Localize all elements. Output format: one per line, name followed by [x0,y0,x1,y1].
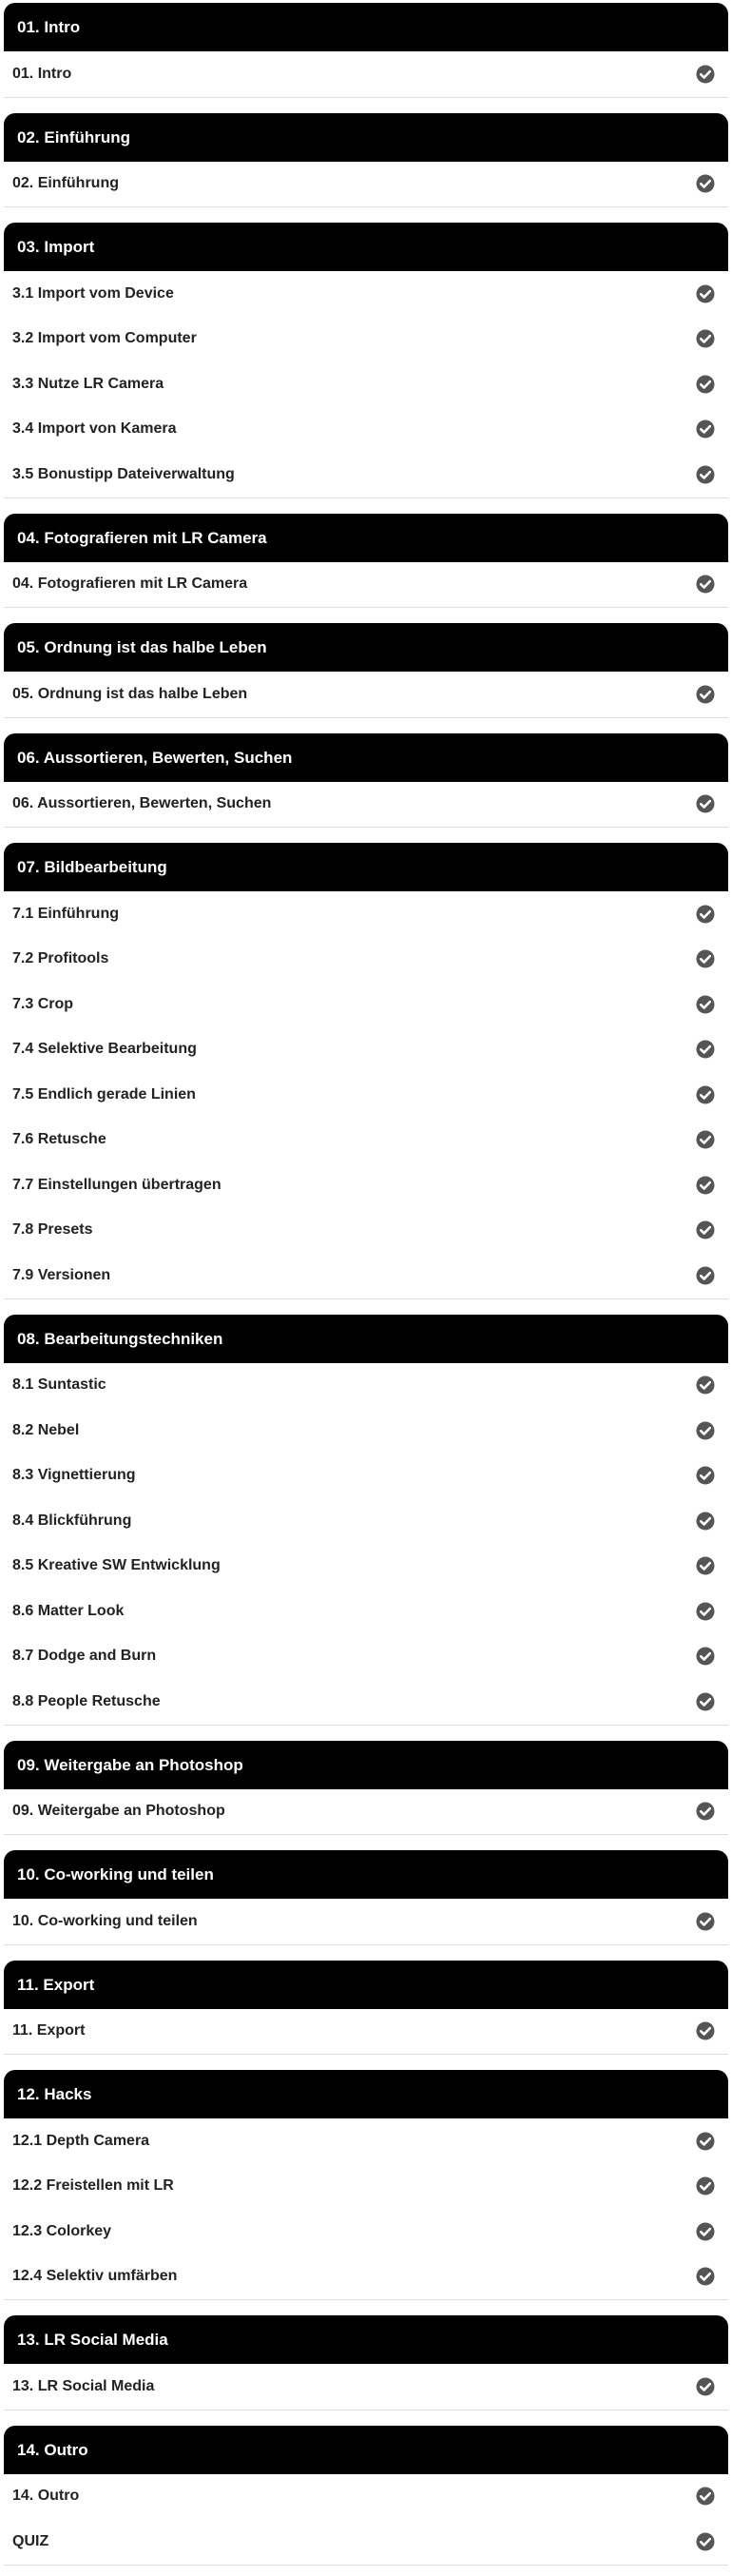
lesson-list [4,271,728,498]
lesson-item[interactable] [4,2364,728,2410]
lesson-label: 7.4 Selektive Bearbeitung [12,1041,197,1058]
lesson-item[interactable] [4,1253,728,1298]
lesson-item[interactable] [4,1208,728,1254]
check-circle-icon [696,420,715,439]
lesson-label: 3.5 Bonustipp Dateiverwaltung [12,465,235,482]
lesson-item[interactable] [4,2209,728,2254]
course-section [4,1741,728,1836]
lesson-item[interactable] [4,672,728,717]
section-header[interactable]: 11. Export [4,1961,728,2009]
section-header[interactable]: 03. Import [4,223,728,271]
course-section [4,223,728,498]
lesson-item[interactable] [4,2254,728,2300]
lesson-label: 10. Co-working und teilen [12,1912,198,1929]
check-circle-icon [696,2132,715,2151]
lesson-label: 11. Export [12,2022,86,2039]
check-circle-icon [696,1421,715,1440]
lesson-list [4,2364,728,2410]
lesson-item[interactable] [4,982,728,1027]
course-section [4,1961,728,2056]
course-section [4,514,728,609]
lesson-label: 04. Fotografieren mit LR Camera [12,576,248,593]
lesson-label: 8.1 Suntastic [12,1376,106,1394]
lesson-item[interactable] [4,891,728,937]
check-circle-icon [696,2021,715,2040]
check-circle-icon [696,2222,715,2241]
course-section [4,623,728,718]
course-section [4,113,728,208]
lesson-label: 8.5 Kreative SW Entwicklung [12,1557,221,1574]
lesson-item[interactable] [4,2118,728,2164]
check-circle-icon [696,284,715,303]
lesson-list [4,1363,728,1726]
course-section [4,843,728,1299]
lesson-label: 7.5 Endlich gerade Linien [12,1085,196,1103]
check-circle-icon [696,794,715,813]
check-circle-icon [696,575,715,594]
check-circle-icon [696,685,715,704]
lesson-item[interactable] [4,2009,728,2055]
check-circle-icon [696,1802,715,1821]
lesson-item[interactable] [4,317,728,362]
check-circle-icon [696,2176,715,2195]
check-circle-icon [696,1085,715,1104]
lesson-list [4,162,728,208]
lesson-item[interactable] [4,1544,728,1590]
lesson-label: 01. Intro [12,65,72,82]
section-header[interactable]: 05. Ordnung ist das halbe Leben [4,623,728,672]
lesson-item[interactable] [4,1118,728,1163]
lesson-item[interactable] [4,407,728,453]
lesson-label: 02. Einführung [12,175,119,192]
lesson-label: 12.1 Depth Camera [12,2132,150,2149]
lesson-item[interactable] [4,271,728,317]
lesson-item[interactable] [4,51,728,97]
lesson-list [4,562,728,609]
check-circle-icon [696,2267,715,2286]
lesson-list [4,891,728,1299]
check-circle-icon [696,1376,715,1395]
course-section [4,3,728,98]
check-circle-icon [696,949,715,968]
lesson-item[interactable] [4,1072,728,1118]
lesson-label: 05. Ordnung ist das halbe Leben [12,685,248,702]
lesson-label: 12.4 Selektiv umfärben [12,2268,178,2285]
section-header[interactable]: 08. Bearbeitungstechniken [4,1315,728,1363]
lesson-label: 14. Outro [12,2488,80,2505]
lesson-label: 3.3 Nutze LR Camera [12,375,164,392]
check-circle-icon [696,1912,715,1931]
lesson-item[interactable] [4,1634,728,1680]
check-circle-icon [696,1602,715,1621]
lesson-item[interactable] [4,2519,728,2565]
section-header[interactable]: 10. Co-working und teilen [4,1850,728,1899]
lesson-label: 12.3 Colorkey [12,2222,112,2239]
lesson-label: 09. Weitergabe an Photoshop [12,1803,225,1820]
section-header[interactable]: 09. Weitergabe an Photoshop [4,1741,728,1789]
lesson-item[interactable] [4,1679,728,1725]
lesson-item[interactable] [4,1408,728,1454]
course-section [4,1315,728,1726]
lesson-label: 8.7 Dodge and Burn [12,1648,157,1665]
section-header[interactable]: 02. Einführung [4,113,728,162]
section-header[interactable]: 04. Fotografieren mit LR Camera [4,514,728,562]
lesson-label: 12.2 Freistellen mit LR [12,2177,174,2195]
check-circle-icon [696,1220,715,1239]
check-circle-icon [696,2377,715,2396]
check-circle-icon [696,1692,715,1711]
section-header[interactable]: 14. Outro [4,2426,728,2474]
lesson-label: 8.4 Blickführung [12,1512,132,1529]
lesson-label: 7.1 Einführung [12,905,119,922]
check-circle-icon [696,995,715,1014]
section-header[interactable]: 13. LR Social Media [4,2315,728,2364]
lesson-item[interactable] [4,1498,728,1544]
lesson-list [4,1899,728,1945]
lesson-label: QUIZ [12,2532,49,2549]
lesson-label: 8.2 Nebel [12,1421,80,1438]
lesson-item[interactable] [4,361,728,407]
lesson-item[interactable] [4,2164,728,2210]
check-circle-icon [696,905,715,924]
check-circle-icon [696,1266,715,1285]
check-circle-icon [696,2532,715,2551]
lesson-item[interactable] [4,452,728,498]
lesson-label: 8.3 Vignettierung [12,1467,136,1484]
lesson-item[interactable] [4,1899,728,1944]
lesson-label: 7.7 Einstellungen übertragen [12,1176,222,1193]
course-section [4,2070,728,2300]
lesson-item[interactable] [4,162,728,207]
lesson-item[interactable] [4,937,728,983]
check-circle-icon [696,174,715,193]
lesson-label: 06. Aussortieren, Bewerten, Suchen [12,795,272,812]
lesson-list [4,2474,728,2566]
check-circle-icon [696,1512,715,1531]
lesson-item[interactable] [4,1027,728,1073]
check-circle-icon [696,65,715,84]
lesson-label: 7.6 Retusche [12,1131,106,1148]
lesson-item[interactable] [4,2474,728,2520]
check-circle-icon [696,1466,715,1485]
course-section [4,2315,728,2410]
lesson-label: 7.3 Crop [12,995,74,1012]
check-circle-icon [696,1647,715,1666]
lesson-item[interactable] [4,562,728,608]
lesson-item[interactable] [4,1363,728,1409]
lesson-item[interactable] [4,1589,728,1634]
course-section [4,733,728,829]
lesson-label: 13. LR Social Media [12,2377,155,2394]
check-circle-icon [696,329,715,348]
lesson-label: 7.8 Presets [12,1221,93,1239]
section-header[interactable]: 12. Hacks [4,2070,728,2118]
lesson-label: 8.6 Matter Look [12,1602,125,1619]
lesson-list [4,51,728,98]
lesson-item[interactable] [4,1454,728,1499]
check-circle-icon [696,375,715,394]
lesson-list [4,782,728,829]
lesson-label: 3.1 Import vom Device [12,284,174,302]
lesson-list [4,1789,728,1836]
check-circle-icon [696,1556,715,1575]
section-header[interactable]: 06. Aussortieren, Bewerten, Suchen [4,733,728,782]
check-circle-icon [696,465,715,484]
lesson-list [4,2118,728,2300]
check-circle-icon [696,1130,715,1149]
course-section [4,2426,728,2566]
section-header[interactable]: 01. Intro [4,3,728,51]
section-header[interactable]: 07. Bildbearbeitung [4,843,728,891]
lesson-item[interactable] [4,1789,728,1835]
lesson-list [4,2009,728,2056]
lesson-item[interactable] [4,782,728,828]
lesson-label: 3.4 Import von Kamera [12,420,177,438]
lesson-list [4,672,728,718]
lesson-label: 7.2 Profitools [12,950,109,967]
check-circle-icon [696,1040,715,1059]
lesson-label: 3.2 Import vom Computer [12,330,197,347]
lesson-label: 7.9 Versionen [12,1266,111,1283]
check-circle-icon [696,1176,715,1195]
check-circle-icon [696,2487,715,2506]
course-section [4,1850,728,1945]
course-curriculum [4,0,728,2566]
lesson-label: 8.8 People Retusche [12,1692,161,1709]
lesson-item[interactable] [4,1162,728,1208]
